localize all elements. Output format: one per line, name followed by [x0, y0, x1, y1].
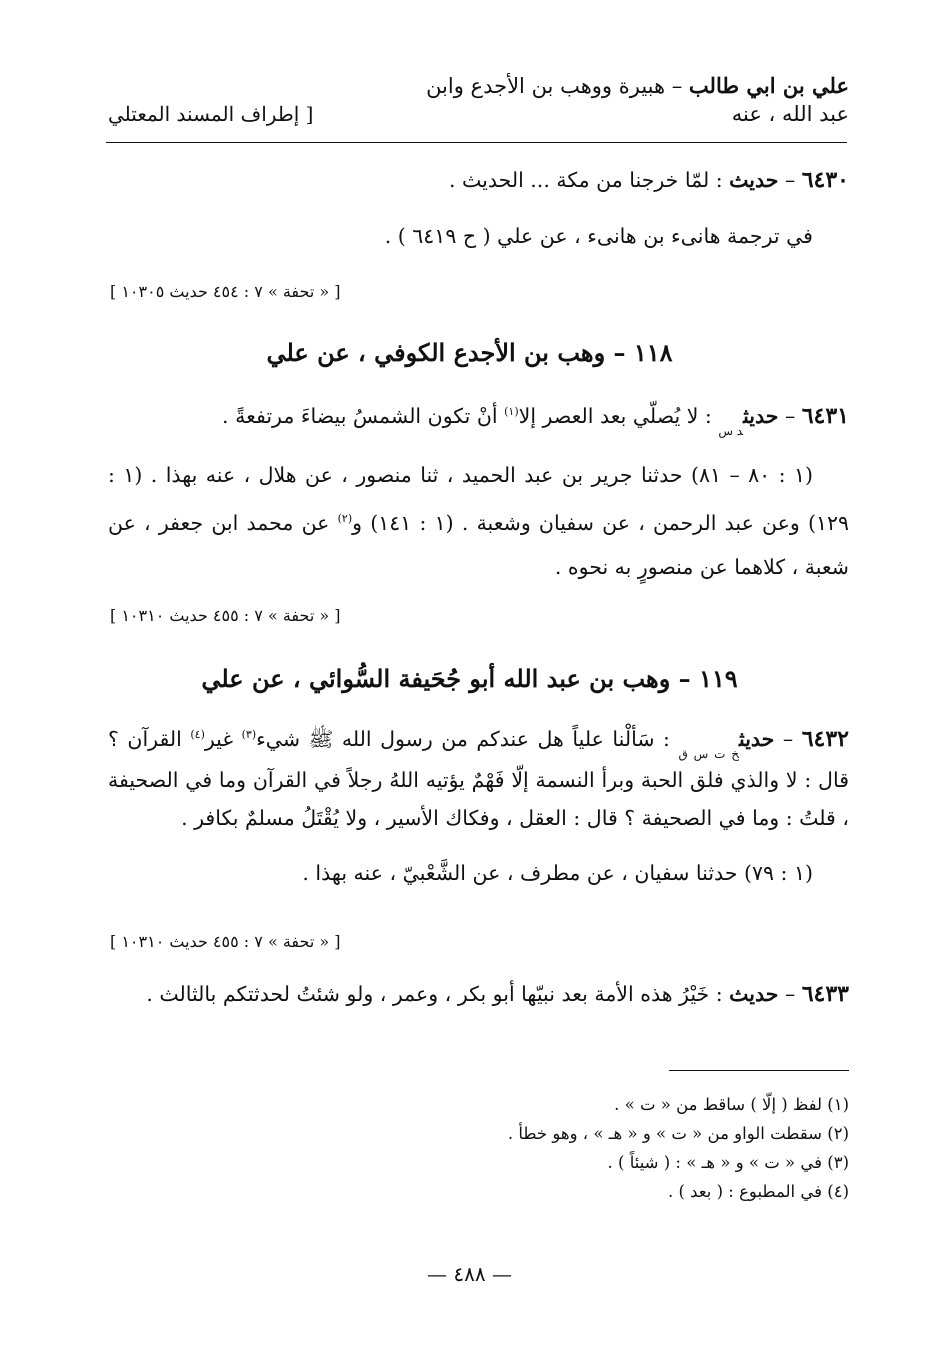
- footnote-divider: [669, 1070, 849, 1071]
- footnote-marker: (٢): [337, 511, 353, 525]
- isnad-text-cont: عن محمد ابن جعفر ، عن شعبة ، كلاهما عن منصورٍ به نحوه .: [108, 510, 849, 579]
- hadith-number: ٦٤٣٢: [801, 725, 849, 752]
- running-header: [289, 72, 849, 128]
- hadith-keyword: حديث: [739, 726, 775, 751]
- section-heading-119: ١١٩ – وهب بن عبد الله أبو جُحَيفة السُّوائي ، عن علي: [201, 664, 738, 693]
- hadith-6431: [108, 390, 849, 589]
- hadith-6430: [108, 158, 849, 258]
- header-book-title: [ إطراف المسند المعتلي: [108, 102, 314, 126]
- hadith-text: : سَألْنا علياً هل عندكم من رسول الله ﷺ شيء: [256, 726, 679, 751]
- footnote-marker: (١): [504, 405, 519, 418]
- dash: –: [778, 982, 802, 1006]
- hadith-text: : لمّا خرجنا من مكة ... الحديث .: [448, 168, 730, 192]
- footnote-marker: (٤): [190, 728, 205, 741]
- dash: –: [778, 168, 802, 192]
- hadith-note: في ترجمة هانىء بن هانىء ، عن علي ( ح ٦٤١٩ ) .: [384, 224, 813, 248]
- hadith-number: ٦٤٣١: [801, 402, 849, 429]
- dash: –: [778, 403, 802, 428]
- footnotes: [349, 1090, 849, 1206]
- header-title-rest: – هبيرة ووهب بن الأجدع وابن: [426, 74, 689, 98]
- hadith-keyword: حديث: [743, 403, 779, 428]
- hadith-number: ٦٤٣٠: [801, 167, 849, 193]
- section-heading-118: ١١٨ – وهب بن الأجدع الكوفي ، عن علي: [266, 338, 673, 367]
- tuhfa-reference: [ « تحفة » ٧ : ٤٥٤ حديث ١٠٣٠٥ ]: [110, 282, 341, 301]
- tuhfa-reference: [ « تحفة » ٧ : ٤٥٥ حديث ١٠٣١٠ ]: [110, 606, 341, 625]
- hadith-text-cont: غير: [204, 726, 242, 751]
- isnad-text: (١ : ٨٠ – ٨١) حدثنا جرير بن عبد الحميد ، ثنا منصور ، عن هلال ، عنه بهذا . (١ : ١٢٩) وعن عبد الرحمن ، عن سفيان وشعبة . (١ : ١٤١) و: [108, 462, 849, 535]
- header-title-line2: عبد الله ، عنه: [731, 102, 849, 126]
- hadith-6433: [108, 972, 849, 1016]
- footnote-4: (٤) في المطبوع : ( بعد ) .: [667, 1182, 849, 1201]
- footnote-marker: (٣): [241, 728, 257, 741]
- tuhfa-reference: [ « تحفة » ٧ : ٤٥٥ حديث ١٠٣١٠ ]: [110, 932, 341, 951]
- footnote-1: (١) لفظ ( إلّا ) ساقط من « ت » .: [614, 1095, 849, 1114]
- source-sigla: د س: [718, 423, 744, 438]
- hadith-text: : لا يُصلّي بعد العصر إلا: [518, 403, 719, 428]
- hadith-text-cont: أنْ تكون الشمسُ بيضاءَ مرتفعةً .: [222, 403, 505, 428]
- footnote-2: (٢) سقطت الواو من « ت » و « هـ » ، وهو خطأ .: [507, 1124, 849, 1143]
- isnad-paragraph: (١ : ٧٩) حدثنا سفيان ، عن مطرف ، عن الشَّعْبيّ ، عنه بهذا .: [302, 860, 813, 885]
- hadith-6432: [108, 716, 849, 895]
- dash: –: [774, 726, 802, 751]
- footnote-3: (٣) في « ت » و « هـ » : ( شيئاً ) .: [607, 1153, 849, 1172]
- header-title-bold: علي بن ابي طالب: [688, 73, 849, 98]
- hadith-text: : خَيْرُ هذه الأمة بعد نبيّها أبو بكر ، وعمر ، ولو شئتُ لحدثتكم بالثالث .: [146, 982, 730, 1006]
- hadith-number: ٦٤٣٣: [801, 981, 849, 1007]
- page-number: — ٤٨٨ —: [427, 1262, 512, 1286]
- isnad-paragraph: [108, 453, 849, 589]
- hadith-keyword: حديث: [729, 982, 779, 1006]
- source-sigla: خ ت س ق: [678, 746, 740, 761]
- hadith-keyword: حديث: [729, 168, 779, 192]
- hadith-text-cont: القرآن ؟ قال : لا والذي فلق الحبة وبرأ النسمة إلّا فَهْمٌ يؤتيه اللهُ رجلاً في القرآن وما في الصحيفة ، قلتُ : وما في الصحيفة ؟ قال : العقل ، وفكاك الأسير ، ولا يُقْتَلُ مسلمٌ بكافر .: [108, 726, 849, 830]
- header-divider: [106, 142, 847, 143]
